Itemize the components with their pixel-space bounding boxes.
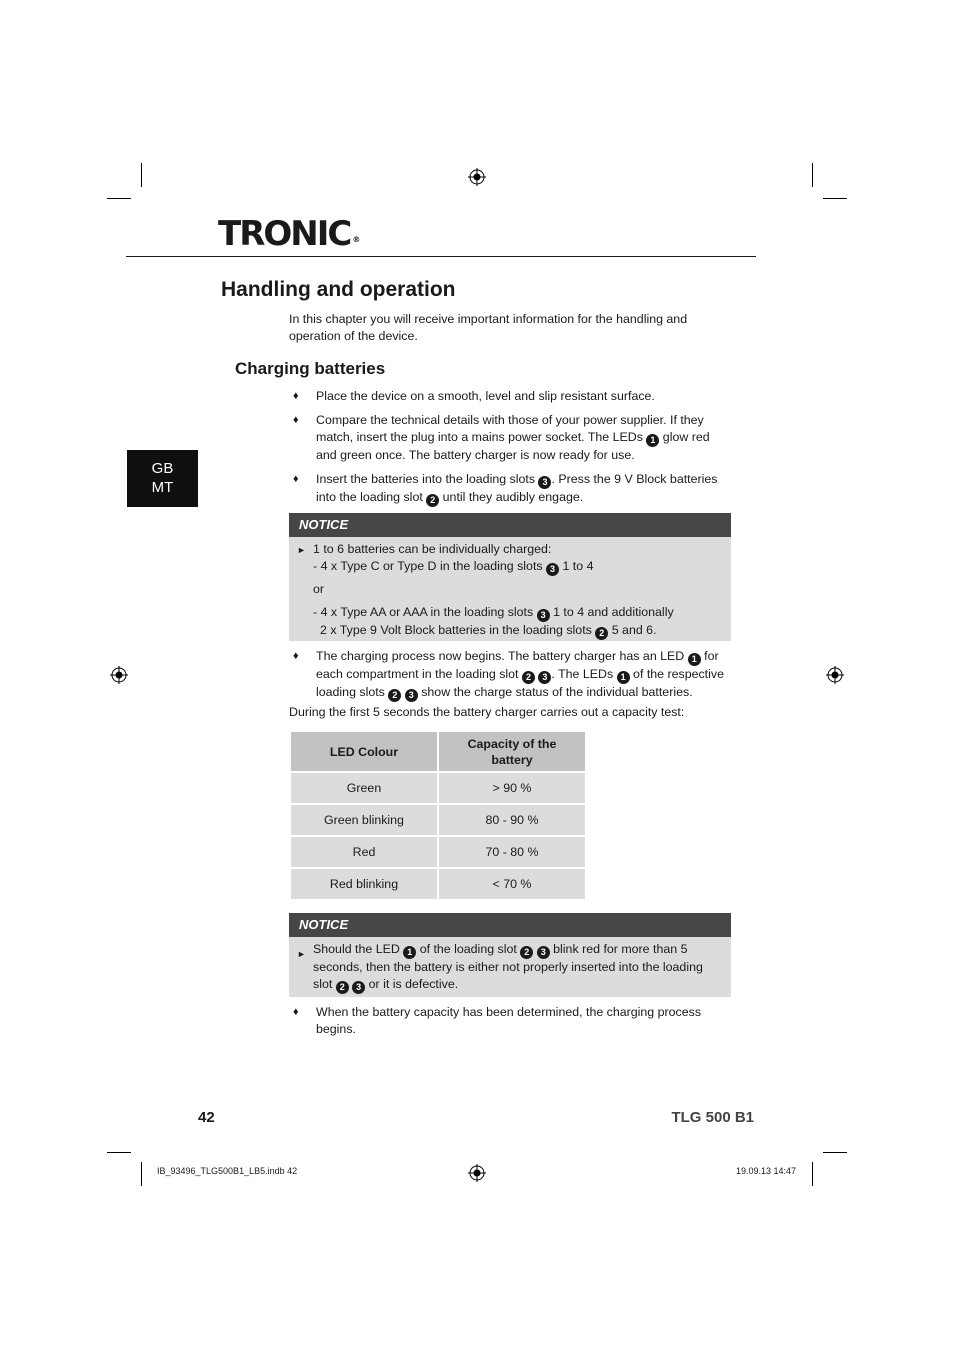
registration-mark-icon <box>468 168 486 186</box>
page-number: 42 <box>198 1109 215 1126</box>
table-row: Green blinking 80 - 90 % <box>291 805 585 835</box>
brand-logo: TRONIC ® <box>218 214 361 254</box>
diamond-bullet-icon: ♦ <box>293 650 299 662</box>
notice-header: NOTICE <box>289 513 731 537</box>
notice-box: ► 1 to 6 batteries can be individually charged: - 4 x Type C or Type D in the loading slots 3 1 to 4 or - 4 x Type AA or AAA in the loading slots 3 1 to 4 and additionally 2 x Type 9 Volt Block batteries in the loading slots 2 5 and 6. <box>289 537 731 641</box>
registration-mark-icon <box>110 666 128 684</box>
list-item: ♦ The charging process now begins. The battery charger has an LED 1 for each compartment in the loading slot 2 3 . The LEDs 1 of the respective loading slots 2 3 show the charge status of the individual batteries. <box>293 649 724 700</box>
list-item: ♦ Compare the technical details with those of your power supplier. If they match, insert the plug into a mains power socket. The LEDs 1 glow red and green once. The battery charger is now ready for use. <box>293 413 710 463</box>
arrow-right-icon: ► <box>297 949 306 959</box>
diamond-bullet-icon: ♦ <box>293 473 299 485</box>
diamond-bullet-icon: ♦ <box>293 1006 299 1018</box>
registration-mark-icon <box>468 1164 486 1182</box>
list-item: ♦ Insert the batteries into the loading slots 3 . Press the 9 V Block batteries into the loading slot 2 until they audibly engage. <box>293 472 718 505</box>
table-row: Red blinking < 70 % <box>291 869 585 899</box>
diamond-bullet-icon: ♦ <box>293 414 299 426</box>
model-name: TLG 500 B1 <box>671 1109 754 1126</box>
section-title: Charging batteries <box>235 359 386 378</box>
notice-box: ► Should the LED 1 of the loading slot 2 3 blink red for more than 5 seconds, then the battery is either not properly inserted into the loading slot 2 3 or it is defective. <box>289 937 731 997</box>
registration-mark-icon <box>826 666 844 684</box>
header-rule <box>126 256 756 257</box>
table-row: Green > 90 % <box>291 773 585 803</box>
capacity-intro: During the first 5 seconds the battery charger carries out a capacity test: <box>289 705 685 719</box>
list-item: ♦ When the battery capacity has been determined, the charging process begins. <box>293 1005 702 1037</box>
intro-text: In this chapter you will receive important information for the handling and operation of the device. <box>289 312 688 344</box>
slug-date: 19.09.13 14:47 <box>736 1166 797 1176</box>
led-capacity-table <box>289 730 587 901</box>
diamond-bullet-icon: ♦ <box>293 390 299 402</box>
arrow-right-icon: ► <box>297 545 306 555</box>
notice-header: NOTICE <box>289 913 731 937</box>
language-tab: GB MT <box>127 450 198 507</box>
list-item: ♦ Place the device on a smooth, level and slip resistant surface. <box>289 388 731 405</box>
table-header: LED Colour <box>291 732 437 771</box>
table-header: Capacity of the battery <box>439 732 585 771</box>
table-row: Red 70 - 80 % <box>291 837 585 867</box>
slug-file: IB_93496_TLG500B1_LB5.indb 42 <box>157 1166 298 1176</box>
page-title: Handling and operation <box>221 278 456 301</box>
